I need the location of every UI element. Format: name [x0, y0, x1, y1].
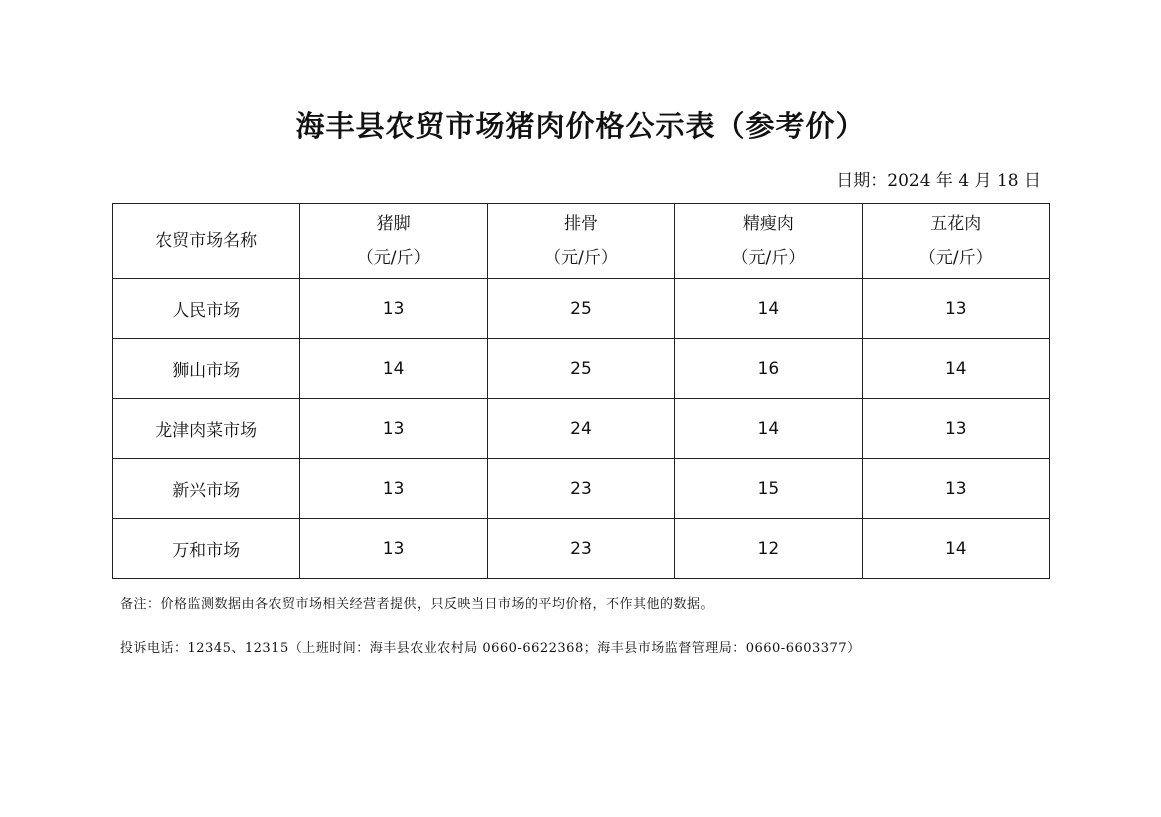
price-cell: 13 [862, 459, 1049, 519]
price-cell: 13 [862, 279, 1049, 339]
header-label: 五花肉 [930, 214, 982, 234]
remark-note: 备注：价格监测数据由各农贸市场相关经营者提供，只反映当日市场的平均价格，不作其他的数据。 [120, 597, 715, 612]
header-label: 排骨 [563, 214, 598, 234]
price-cell: 14 [300, 339, 487, 399]
price-cell: 13 [300, 519, 487, 579]
price-table [112, 203, 1050, 579]
page-title: 海丰县农贸市场猪肉价格公示表（参考价） [295, 109, 866, 143]
price-cell: 15 [675, 459, 862, 519]
market-name-cell: 万和市场 [113, 519, 300, 579]
price-cell: 14 [675, 399, 862, 459]
price-cell: 16 [675, 339, 862, 399]
date-label: 日期：2024 年 4 月 18 日 [836, 171, 1041, 191]
price-cell: 14 [862, 519, 1049, 579]
table-row [113, 339, 1050, 399]
market-name-cell: 龙津肉菜市场 [113, 399, 300, 459]
price-cell: 14 [675, 279, 862, 339]
header-lean-meat [675, 204, 862, 279]
header-pig-trotter [300, 204, 487, 279]
header-unit: （元/斤） [356, 248, 431, 268]
market-name-cell: 人民市场 [113, 279, 300, 339]
table-row [113, 519, 1050, 579]
complaint-hotline-note: 投诉电话：12345、12315（上班时间：海丰县农业农村局 0660-6622368；海丰县市场监督管理局：0660-6603377） [120, 641, 861, 656]
header-unit: （元/斤） [544, 248, 618, 268]
header-market-name [113, 204, 300, 279]
table-row [113, 459, 1050, 519]
header-label: 精瘦肉 [742, 214, 794, 234]
header-pork-belly [862, 204, 1049, 279]
market-name-cell: 狮山市场 [113, 339, 300, 399]
price-cell: 14 [862, 339, 1049, 399]
price-cell: 25 [487, 339, 674, 399]
table-row [113, 399, 1050, 459]
header-unit: （元/斤） [918, 248, 993, 268]
price-cell: 12 [675, 519, 862, 579]
header-label: 农贸市场名称 [155, 231, 258, 251]
table-header-row [113, 204, 1050, 279]
price-cell: 13 [300, 279, 487, 339]
header-unit: （元/斤） [731, 248, 806, 268]
table-row [113, 279, 1050, 339]
header-spare-ribs [487, 204, 674, 279]
price-cell: 23 [487, 519, 674, 579]
price-cell: 24 [487, 399, 674, 459]
market-name-cell: 新兴市场 [113, 459, 300, 519]
price-cell: 13 [300, 459, 487, 519]
header-label: 猪脚 [376, 214, 411, 234]
price-cell: 13 [300, 399, 487, 459]
price-cell: 13 [862, 399, 1049, 459]
price-cell: 23 [487, 459, 674, 519]
price-cell: 25 [487, 279, 674, 339]
